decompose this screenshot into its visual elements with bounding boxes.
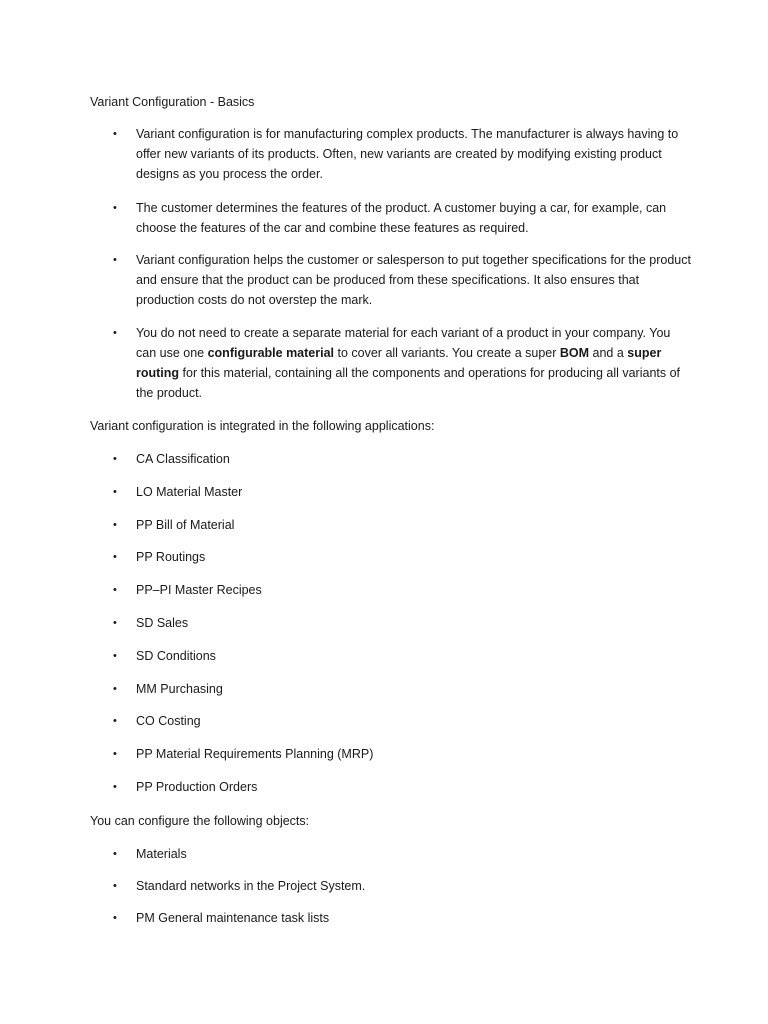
bullet-icon: • xyxy=(113,128,117,140)
application-item xyxy=(113,711,691,731)
application-label: SD Sales xyxy=(136,616,189,630)
bullet-icon: • xyxy=(113,781,117,793)
application-label: LO Material Master xyxy=(136,485,243,499)
application-label: SD Conditions xyxy=(136,649,216,663)
bullet-icon: • xyxy=(113,202,117,214)
applications-heading: Variant configuration is integrated in the following applications: xyxy=(90,419,435,433)
intro-bullet-item xyxy=(113,250,691,310)
application-item xyxy=(113,580,691,600)
application-item xyxy=(113,547,691,567)
application-item xyxy=(113,449,691,469)
application-label: PP Production Orders xyxy=(136,780,258,794)
bullet-icon: • xyxy=(113,327,117,339)
application-label: MM Purchasing xyxy=(136,682,223,696)
application-item xyxy=(113,482,691,502)
bullet-icon: • xyxy=(113,848,117,860)
object-item xyxy=(113,844,691,864)
super-routing-term: super routing xyxy=(136,346,662,380)
bullet-icon: • xyxy=(113,584,117,596)
bullet-icon: • xyxy=(113,617,117,629)
bullet-icon: • xyxy=(113,880,117,892)
application-label: CO Costing xyxy=(136,714,201,728)
bullet-icon: • xyxy=(113,912,117,924)
application-label: PP Bill of Material xyxy=(136,518,235,532)
configurable-material-term: configurable material xyxy=(207,346,335,360)
bullet-icon: • xyxy=(113,453,117,465)
application-item xyxy=(113,744,691,764)
application-label: PP Routings xyxy=(136,550,206,564)
application-item xyxy=(113,646,691,666)
bom-term: BOM xyxy=(559,346,590,360)
application-label: PP–PI Master Recipes xyxy=(136,583,262,597)
application-label: PP Material Requirements Planning (MRP) xyxy=(136,747,374,761)
object-label: PM General maintenance task lists xyxy=(136,911,330,925)
object-item xyxy=(113,876,691,896)
bullet-icon: • xyxy=(113,683,117,695)
object-label: Materials xyxy=(136,847,187,861)
bullet-icon: • xyxy=(113,551,117,563)
bullet-icon: • xyxy=(113,254,117,266)
application-item xyxy=(113,777,691,797)
object-item xyxy=(113,908,691,928)
material-bullet-text: You do not need to create a separate material for each variant of a product in your company. You can use one configurable material to cover all variants. You create a super BOM and a super routing for this material, containing all the components and operations for producing all variants of the product. xyxy=(136,326,681,400)
application-item xyxy=(113,515,691,535)
bullet-icon: • xyxy=(113,650,117,662)
document-title: Variant Configuration - Basics xyxy=(90,95,255,109)
bullet-icon: • xyxy=(113,715,117,727)
intro-bullet-item xyxy=(113,323,691,403)
bullet-icon: • xyxy=(113,486,117,498)
intro-bullet-text: Variant configuration is for manufacturing complex products. The manufacturer is always having to offer new variants of its products. Often, new variants are created by modifying existing product designs as you process the order. xyxy=(136,127,679,181)
bullet-icon: • xyxy=(113,748,117,760)
bullet-icon: • xyxy=(113,519,117,531)
application-item xyxy=(113,613,691,633)
intro-bullet-text: Variant configuration helps the customer or salesperson to put together specifications for the product and ensure that the product can be produced from these specifications. It also ensures that production costs do not overstep the mark. xyxy=(136,253,691,307)
objects-heading: You can configure the following objects: xyxy=(90,814,310,828)
object-label: Standard networks in the Project System. xyxy=(136,879,366,893)
intro-bullet-item xyxy=(113,124,691,184)
intro-bullet-item xyxy=(113,198,691,238)
intro-bullet-text: The customer determines the features of the product. A customer buying a car, for example, can choose the features of the car and combine these features as required. xyxy=(136,201,667,235)
application-label: CA Classification xyxy=(136,452,230,466)
application-item xyxy=(113,679,691,699)
